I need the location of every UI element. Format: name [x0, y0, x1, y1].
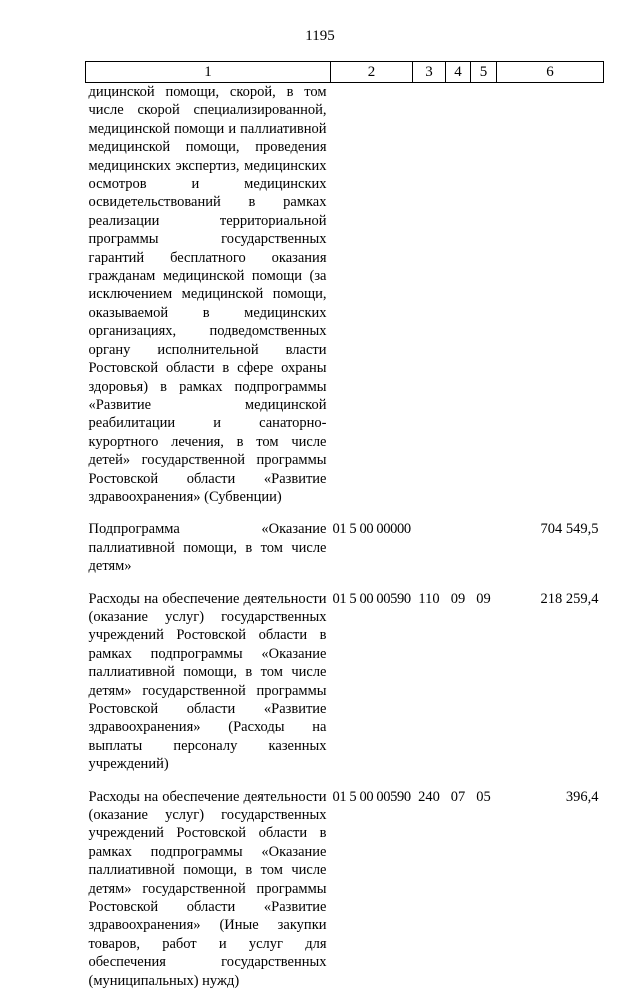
- header-row: [86, 62, 604, 83]
- row-expense-type: [413, 83, 446, 507]
- row-target-code: 01 5 00 00000: [331, 520, 413, 575]
- page-number: 1195: [0, 28, 640, 45]
- column-header-4: 4: [446, 62, 471, 83]
- row-target-code: [331, 83, 413, 507]
- row-amount: 704 549,5: [497, 520, 604, 575]
- row-section: 09: [446, 590, 471, 774]
- table-row: [86, 83, 604, 507]
- table-header: [86, 62, 604, 83]
- row-description: Подпрограмма «Оказание паллиативной помощи, в том числе детям»: [86, 520, 331, 575]
- row-subsection: [471, 83, 497, 507]
- row-description: Расходы на обеспечение деятельности (оказание услуг) государственных учреждений Ростовской области в рамках подпрограммы «Оказание паллиативной помощи, в том числе детям» государственной программы Ростовской области «Развитие здравоохранения» (Иные закупки товаров, работ и услуг для обеспечения государственных (муниципальных) нужд): [86, 788, 331, 990]
- column-header-5: 5: [471, 62, 497, 83]
- row-section: 07: [446, 788, 471, 990]
- table-row: [86, 520, 604, 575]
- row-amount: 396,4: [497, 788, 604, 990]
- row-section: [446, 83, 471, 507]
- row-amount: [497, 83, 604, 507]
- column-header-3: 3: [413, 62, 446, 83]
- row-amount: 218 259,4: [497, 590, 604, 774]
- row-target-code: 01 5 00 00590: [331, 590, 413, 774]
- row-target-code: 01 5 00 00590: [331, 788, 413, 990]
- column-header-6: 6: [497, 62, 604, 83]
- row-subsection: 05: [471, 788, 497, 990]
- row-section: [446, 520, 471, 575]
- row-expense-type: [413, 520, 446, 575]
- table-row: [86, 788, 604, 990]
- column-header-2: 2: [331, 62, 413, 83]
- row-description: дицинской помощи, скорой, в том числе скорой специализированной, медицинской помощи и паллиативной медицинской помощи, проведения медицинских экспертиз, медицинских осмотров и медицинских освидетельствований в рамках реализации территориальной программы государственных гарантий бесплатного оказания гражданам медицинской помощи (за исключением медицинской помощи, оказываемой в медицинских организациях, подведомственных органу исполнительной власти Ростовской области в сфере охраны здоровья) в рамках подпрограммы «Развитие медицинской реабилитации и санаторно-курортного лечения, в том числе детей» государственной программы Ростовской области «Развитие здравоохранения» (Субвенции): [86, 83, 331, 507]
- table-row: [86, 590, 604, 774]
- column-header-1: 1: [86, 62, 331, 83]
- row-expense-type: 240: [413, 788, 446, 990]
- table-body: [86, 83, 604, 990]
- row-description: Расходы на обеспечение деятельности (оказание услуг) государственных учреждений Ростовской области в рамках подпрограммы «Оказание паллиативной помощи, в том числе детям» государственной программы Ростовской области «Развитие здравоохранения» (Расходы на выплаты персоналу казенных учреждений): [86, 590, 331, 774]
- row-expense-type: 110: [413, 590, 446, 774]
- row-subsection: [471, 520, 497, 575]
- row-subsection: 09: [471, 590, 497, 774]
- budget-table: [85, 61, 604, 990]
